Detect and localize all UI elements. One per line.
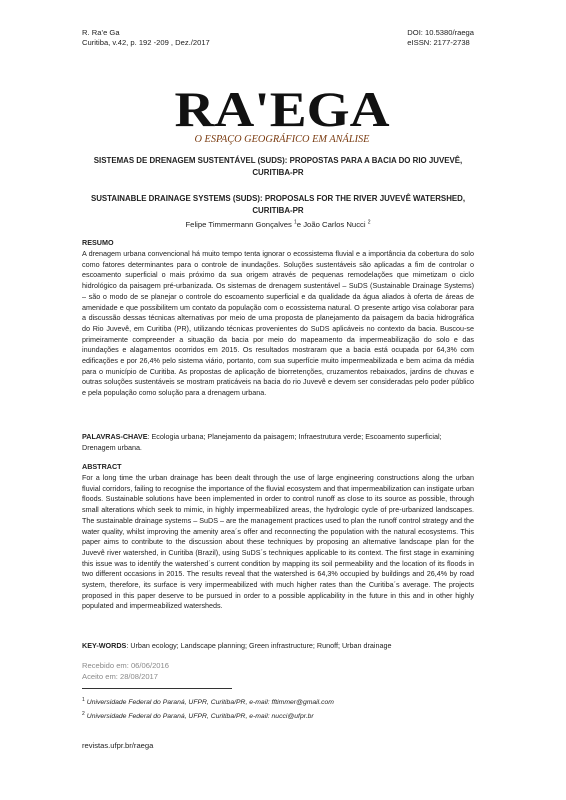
author-2-name: e João Carlos Nucci	[296, 220, 368, 229]
palavras-chave-label: PALAVRAS-CHAVE	[82, 432, 148, 441]
palavras-chave	[82, 432, 474, 453]
abstract-body: For a long time the urban drainage has been dealt through the use of large engineering constructions along the urban fluvial corridors, failing to recognise the importance of the fluvial ecosystem and that impermeabilization can instigate urban floods. Sustainable solutions have been implemented in order to control runoff as close to its source as possible, through small alterations which seek to mimic, in highly impermeabilized areas, the hydrologic cycle of pre-urbanized landscapes. The sustainable drainage systems – SuDS – are the management practices used to plan the runoff control strategy and the water quality, whilst improving the amenity area´s offer and reconnecting the population with the natural ecosystems. This paper aims to contribute to the discussion about these techniques by proposing an alternative landscape plan for the Juvevê river watershed, in Curitiba (Brazil), using SuDS´s techniques applicable to its context. The first stage in examining this issue was to identify the watershed´s current condition by mapping its soil permeability and the location of its floods in two different occasions in 2015. The results reveal that the watershed is 64,3% occupied by buildings and 26,4% by road system, therefore, its surface is very impermeabilized with much higher rates than the Curitiba´s average. The projects proposed in this paper deserve to be pursued in order to a possible applicability in the future in this and in other highly populated and impermeabilized watersheds.	[82, 473, 474, 611]
abstract-heading: ABSTRACT	[82, 462, 122, 471]
author-2-mark: 2	[367, 219, 371, 226]
journal-header-left	[82, 28, 210, 49]
title-portuguese: SISTEMAS DE DRENAGEM SUSTENTÁVEL (SUDS): PROPOSTAS PARA A BACIA DO RIO JUVEVÊ, CURITIBA-PR	[93, 156, 463, 177]
keywords	[82, 641, 474, 652]
author-1-mark: 1	[294, 219, 297, 226]
palavras-chave-list: : Ecologia urbana; Planejamento da paisagem; Infraestrutura verde; Escoamento superficial; Drenagem urbana.	[82, 432, 442, 452]
footnote-1-mark: 1	[82, 696, 85, 703]
author-line	[82, 220, 474, 230]
received-date: Recebido em: 06/06/2016	[82, 661, 169, 670]
footnote-2	[82, 712, 314, 721]
resumo-heading: RESUMO	[82, 238, 114, 247]
keywords-list: : Urban ecology; Landscape planning; Green infrastructure; Runoff; Urban drainage	[126, 641, 392, 650]
keywords-label: KEY-WORDS	[82, 641, 127, 650]
journal-logo	[170, 78, 395, 146]
title-english: SUSTAINABLE DRAINAGE SYSTEMS (SUDS): PROPOSALS FOR THE RIVER JUVEVÊ WATERSHED, CURITIBA-PR	[90, 194, 466, 215]
journal-name: R. Ra’e Ga	[82, 28, 120, 37]
journal-citation: Curitiba, v.42, p. 192 -209 , Dez./2017	[82, 38, 210, 48]
footnote-divider	[82, 688, 232, 689]
raega-logo-icon	[170, 78, 395, 146]
accepted-date: Aceito em: 28/08/2017	[82, 672, 158, 681]
footnote-2-text: Universidade Federal do Paraná, UFPR, Curitiba/PR, e-mail: nucci@ufpr.br	[86, 713, 314, 720]
submission-dates	[82, 660, 169, 682]
doi-text: DOI: 10.5380/raega	[407, 28, 474, 37]
logo-tagline: O ESPAÇO GEOGRÁFICO EM ANÁLISE	[194, 134, 373, 145]
footnote-1	[82, 698, 334, 707]
footnote-2-mark: 2	[82, 710, 85, 717]
resumo-body: A drenagem urbana convencional há muito tempo tenta ignorar o ecossistema fluvial e a importância da cobertura do solo como fatores determinantes para o controle de inundações. Soluções sustentáveis são aplicadas a fim de controlar o escoamento superficial o mais próximo da sua origem através de pequenas remodelações que mimetizam o ciclo hidrológico da paisagem pré-urbanizada. Os sistemas de drenagem sustentável – SuDS (Sustainable Drainage Systems) – são o modo de se planejar o controle do escoamento superficial e da qualidade da água aliados à oferta de áreas de amenidade e que possibilitem um contato da população com o ecossistema natural. O presente artigo visa colaborar para a discussão dessas técnicas alternativas por meio de uma proposta de planejamento da paisagem da bacia hidrográfica do Rio Juvevê, em Curitiba (PR), utilizando técnicas provenientes do SuDS aplicáveis no contexto da bacia. Buscou-se primeiramente compreender a situação da bacia por meio do mapeamento da impermeabilização do solo e das inundações e alagamentos ocorridos em 2015. Os resultados mostraram que a bacia está ocupada por 64,3% com edificações e por 26,4% pelo sistema viário, portanto, com sua superfície muito impermeabilizada e bem acima da média para o município de Curitiba. As propostas de aplicação de biorretenções, cruzamentos rebaixados, jardins de chuvas e outras soluções sustentáveis se mostram praticáveis na bacia do rio Juvevê e devem ser consideradas pelo poder público e pela população como solução para a drenagem urbana.	[82, 249, 474, 398]
logo-wordmark: RA'EGA	[174, 81, 390, 137]
footer-url: revistas.ufpr.br/raega	[82, 741, 154, 750]
footnote-1-text: Universidade Federal do Paraná, UFPR, Curitiba/PR, e-mail: fftimmer@gmail.com	[86, 699, 334, 706]
eissn-text: eISSN: 2177-2738	[407, 38, 470, 48]
journal-header-right	[407, 28, 474, 49]
author-1-name: Felipe Timmermann Gonçalves	[185, 220, 295, 229]
